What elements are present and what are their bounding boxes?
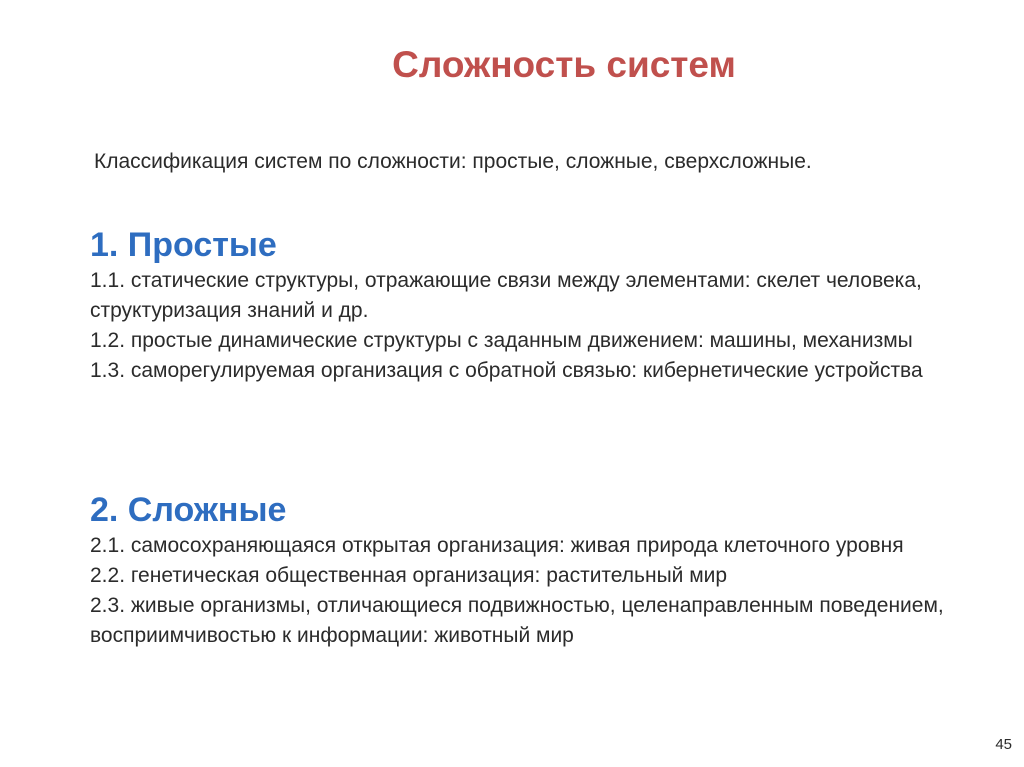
list-item: 2.1. самосохраняющаяся открытая организация: живая природа клеточного уровня: [90, 534, 904, 557]
slide-title: Сложность систем: [392, 44, 736, 85]
list-item: 1.1. статические структуры, отражающие связи между элементами: скелет человека, структуризация знаний и др.: [90, 269, 922, 322]
list-item: 1.3. саморегулируемая организация с обратной связью: кибернетические устройства: [90, 359, 923, 382]
section-heading: 1. Простые: [90, 226, 277, 264]
list-item: 2.3. живые организмы, отличающиеся подвижностью, целенаправленным поведением, восприимчивостью к информации: животный мир: [90, 594, 944, 647]
section-simple: [90, 224, 1000, 386]
page-number: 45: [995, 736, 1012, 753]
intro-text: Классификация систем по сложности: простые, сложные, сверхсложные.: [94, 150, 812, 173]
section-heading: 2. Сложные: [90, 491, 287, 529]
list-item: 1.2. простые динамические структуры с заданным движением: машины, механизмы: [90, 329, 913, 352]
section-complex: [90, 489, 1000, 651]
list-item: 2.2. генетическая общественная организация: растительный мир: [90, 564, 728, 587]
